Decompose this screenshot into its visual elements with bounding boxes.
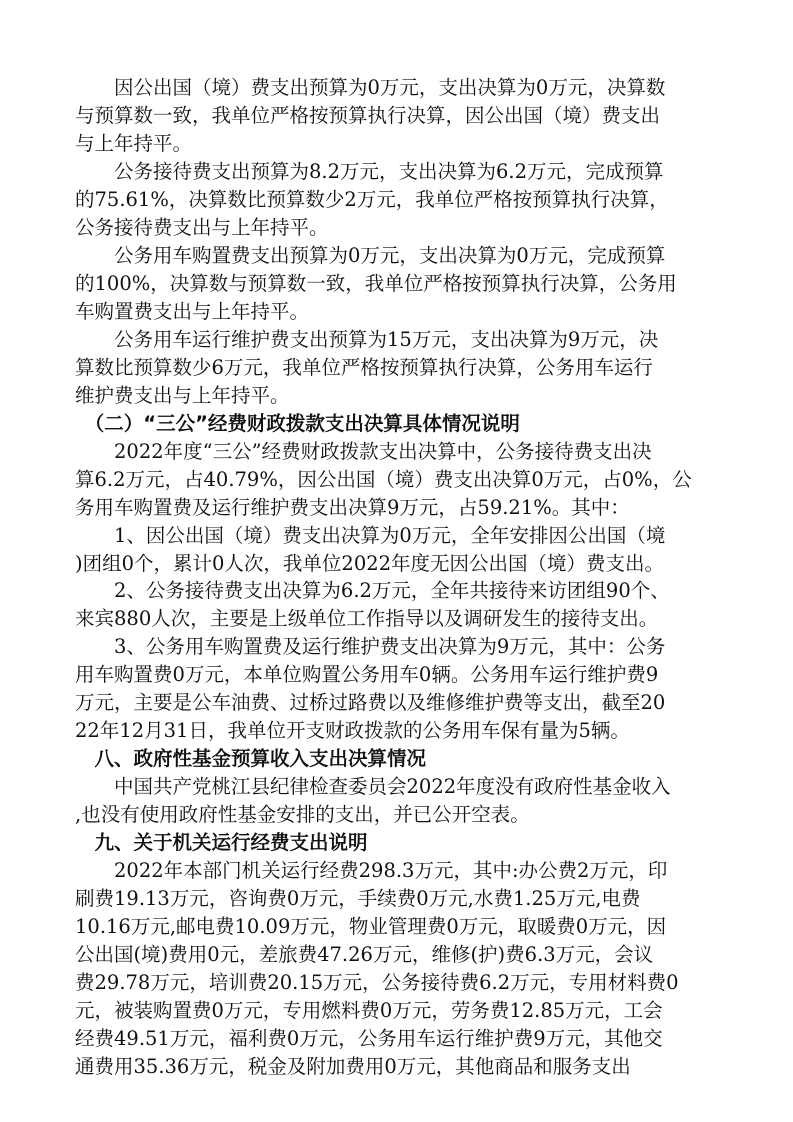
- paragraph-line: 2、公务接待费支出决算为6.2万元，全年共接待来访团组90个、: [75, 579, 670, 602]
- paragraph-line: 10.16万元,邮电费10.09万元，物业管理费0万元，取暖费0万元，因: [75, 915, 667, 938]
- paragraph-line: 的75.61%，决算数比预算数少2万元，我单位严格按预算执行决算，: [75, 188, 669, 211]
- paragraph-line: 公务接待费支出预算为8.2万元，支出决算为6.2万元，完成预算: [75, 160, 664, 183]
- section-heading-line: 九、关于机关运行经费支出说明: [75, 831, 368, 854]
- paragraph-line: 2022年本部门机关运行经费298.3万元，其中:办公费2万元，印: [75, 859, 668, 882]
- paragraph-line: 元，被装购置费0万元，专用燃料费0万元，劳务费12.85万元，工会: [75, 999, 663, 1022]
- paragraph-line: 1、因公出国（境）费支出决算为0万元，全年安排因公出国（境: [75, 524, 666, 547]
- paragraph-line: 经费49.51万元，福利费0万元，公务用车运行维护费9万元，其他交: [75, 1027, 663, 1050]
- paragraph-line: 公出国(境)费用0元，差旅费47.26万元，维修(护)费6.3万元，会议: [75, 943, 654, 966]
- paragraph-line: 来宾880人次，主要是上级单位工作指导以及调研发生的接待支出。: [75, 607, 659, 630]
- paragraph-line: 因公出国（境）费支出预算为0万元，支出决算为0万元，决算数: [75, 76, 666, 99]
- paragraph-line: 公务用车运行维护费支出预算为15万元，支出决算为9万元，决: [75, 328, 659, 351]
- paragraph-line: 2022年度“三公”经费财政拨款支出决算中，公务接待费支出决: [75, 440, 652, 463]
- paragraph-line: 22年12月31日，我单位开支财政拨款的公务用车保有量为5辆。: [75, 719, 630, 742]
- paragraph-line: )团组0个，累计0人次，我单位2022年度无因公出国（境）费支出。: [75, 552, 665, 575]
- paragraph-line: ,也没有使用政府性基金安排的支出，并已公开空表。: [75, 803, 530, 826]
- section-heading-line: 八、政府性基金预算收入支出决算情况: [75, 747, 427, 770]
- paragraph-line: 中国共产党桃江县纪律检查委员会2022年度没有政府性基金收入: [75, 775, 671, 798]
- paragraph-line: 万元，主要是公车油费、过桥过路费以及维修维护费等支出，截至20: [75, 691, 666, 714]
- paragraph-line: 务用车购置费及运行维护费支出决算9万元，占59.21%。其中：: [75, 496, 630, 519]
- paragraph-line: 公务用车购置费支出预算为0万元，支出决算为0万元，完成预算: [75, 244, 666, 267]
- paragraph-line: 与上年持平。: [75, 132, 193, 155]
- paragraph-line: 通费用35.36万元，税金及附加费用0万元，其他商品和服务支出: [75, 1055, 631, 1078]
- paragraph-line: 算数比预算数少6万元，我单位严格按预算执行决算，公务用车运行: [75, 356, 653, 379]
- paragraph-line: 的100%，决算数与预算数一致，我单位严格按预算执行决算，公务用: [75, 272, 677, 295]
- section-heading-line: （二）“三公”经费财政拨款支出决算具体情况说明: [75, 412, 520, 435]
- paragraph-line: 用车购置费0万元，本单位购置公务用车0辆。公务用车运行维护费9: [75, 663, 659, 686]
- paragraph-line: 公务接待费支出与上年持平。: [75, 216, 329, 239]
- paragraph-line: 车购置费支出与上年持平。: [75, 300, 310, 323]
- paragraph-line: 维护费支出与上年持平。: [75, 384, 290, 407]
- paragraph-line: 与预算数一致，我单位严格按预算执行决算，因公出国（境）费支出: [75, 104, 661, 127]
- paragraph-line: 算6.2万元，占40.79%，因公出国（境）费支出决算0万元，占0%，公: [75, 468, 692, 491]
- paragraph-line: 3、公务用车购置费及运行维护费支出决算为9万元，其中：公务: [75, 635, 666, 658]
- paragraph-line: 费29.78万元，培训费20.15万元，公务接待费6.2万元，专用材料费0: [75, 971, 679, 994]
- paragraph-line: 刷费19.13万元，咨询费0万元，手续费0万元,水费1.25万元,电费: [75, 887, 641, 910]
